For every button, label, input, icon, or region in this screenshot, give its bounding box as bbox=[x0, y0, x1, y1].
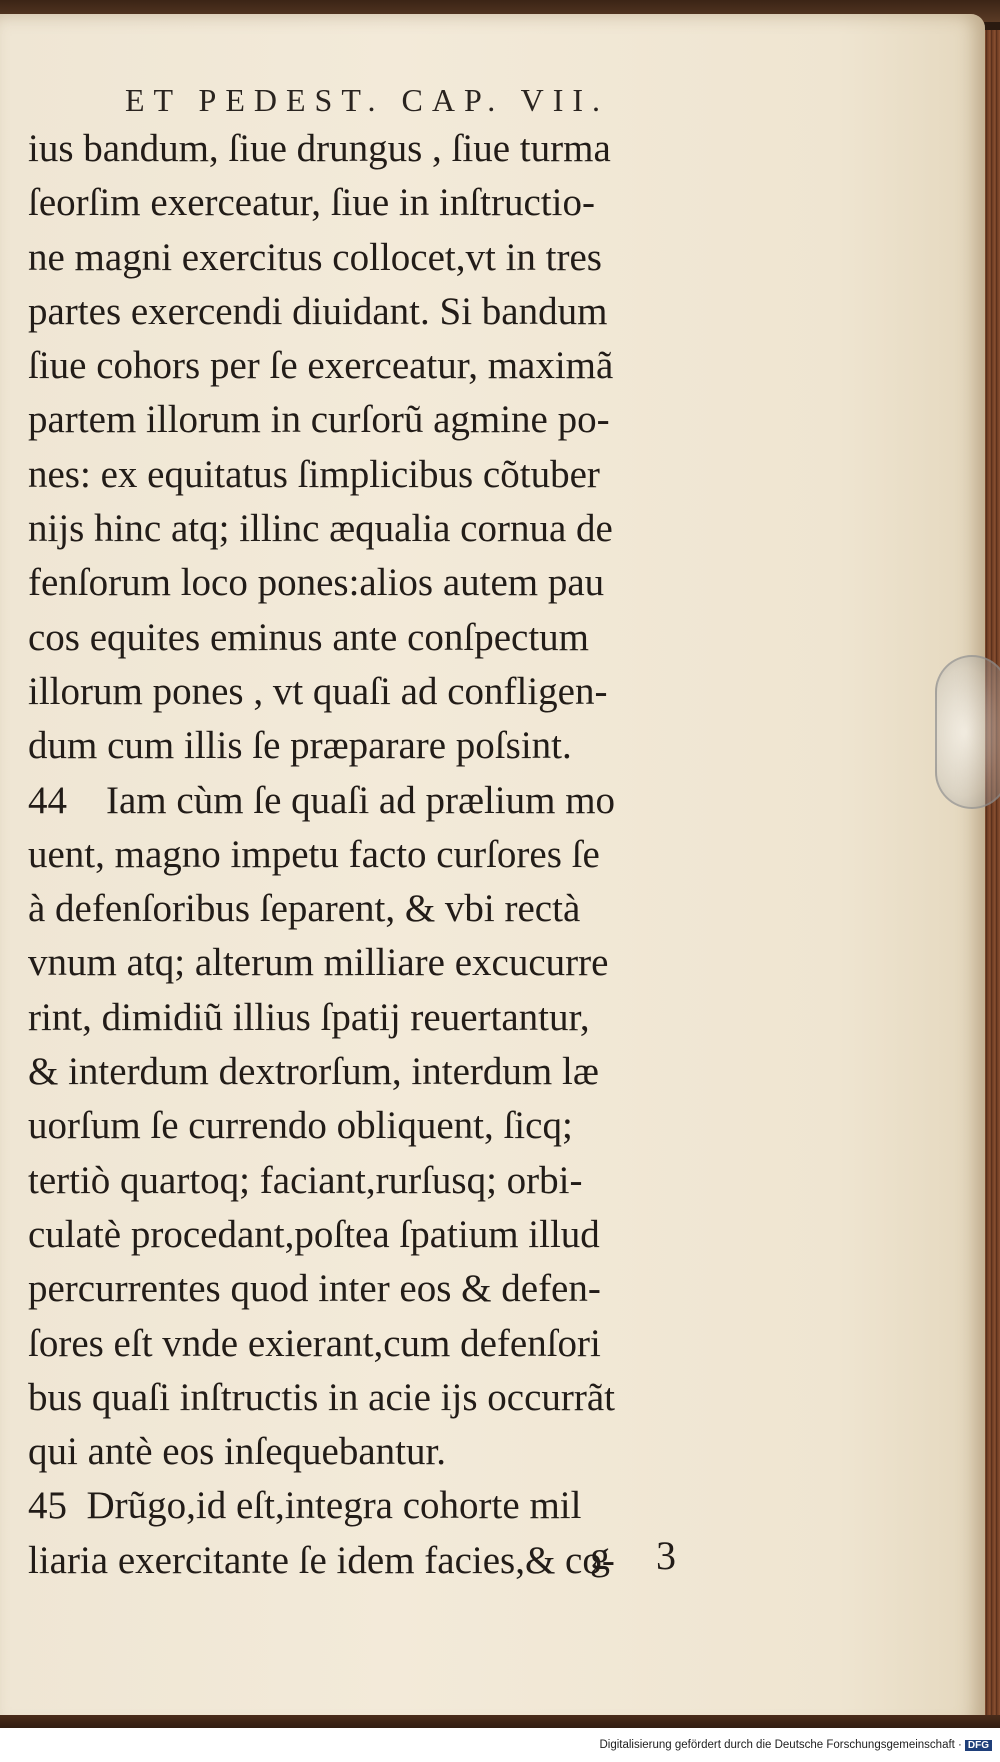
text-line: culatè procedant,poſtea ſpatium illud bbox=[28, 1212, 600, 1256]
text-line: ius bandum, ſiue drungus , ſiue turma bbox=[28, 127, 611, 170]
text-line: partes exercendi diuidant. Si bandum bbox=[28, 289, 608, 333]
text-line: vnum atq; alterum milliare excucurre bbox=[28, 941, 609, 985]
text-line: qui antè eos inſequebantur. bbox=[28, 1430, 447, 1474]
text-line: nijs hinc atq; illinc æqualia cornua de bbox=[28, 507, 613, 551]
body-text bbox=[28, 122, 798, 1588]
text-line: ſores eſt vnde exierant,cum defenſori bbox=[28, 1321, 601, 1365]
text-line: 44 Iam cùm ſe quaſi ad prælium mo bbox=[28, 778, 616, 822]
text-line: cos equites eminus ante conſpectum bbox=[28, 615, 590, 659]
text-line: rint, dimidiũ illius ſpatij reuertantur, bbox=[28, 995, 590, 1039]
text-line: à defenſoribus ſeparent, & vbi rectà bbox=[28, 887, 581, 931]
glass-clip bbox=[935, 655, 1000, 809]
digitization-credit bbox=[599, 1739, 992, 1751]
text-line: tertiò quartoq; faciant,rurſusq; orbi- bbox=[28, 1158, 583, 1202]
text-line: ne magni exercitus collocet,vt in tres bbox=[28, 235, 602, 279]
dfg-logo: DFG bbox=[965, 1740, 992, 1751]
text-line: partem illorum in curſorũ agmine po- bbox=[28, 398, 610, 442]
text-line: & interdum dextrorſum, interdum læ bbox=[28, 1050, 599, 1094]
text-line: uent, magno impetu facto curſores ſe bbox=[28, 832, 600, 876]
running-head: ET PEDEST. CAP. VII. bbox=[125, 82, 610, 118]
text-line: uorſum ſe currendo obliquent, ſicq; bbox=[28, 1104, 573, 1148]
text-line: ſeorſim exerceatur, ſiue in inſtructio- bbox=[28, 181, 595, 225]
text-line: dum cum illis ſe præparare poſsint. bbox=[28, 724, 572, 768]
text-line: ſiue cohors per ſe exerceatur, maximã bbox=[28, 344, 614, 388]
credit-text: Digitalisierung gefördert durch die Deutsche Forschungsgemeinschaft · bbox=[599, 1739, 962, 1751]
text-line: fenſorum loco pones:alios autem pau bbox=[28, 561, 605, 605]
text-line: 45 Drũgo,id eſt,integra cohorte mil bbox=[28, 1484, 582, 1528]
text-line: percurrentes quod inter eos & defen- bbox=[28, 1267, 601, 1311]
text-line: liaria exercitante ſe idem facies,& co- bbox=[28, 1538, 615, 1582]
text-line: nes: ex equitatus ſimplicibus cõtuber bbox=[28, 452, 600, 496]
text-line: illorum pones , vt quaſi ad confligen- bbox=[28, 669, 608, 713]
text-line: bus quaſi inſtructis in acie ijs occurrãt bbox=[28, 1375, 615, 1419]
signature-mark: g 3 bbox=[590, 1533, 694, 1578]
